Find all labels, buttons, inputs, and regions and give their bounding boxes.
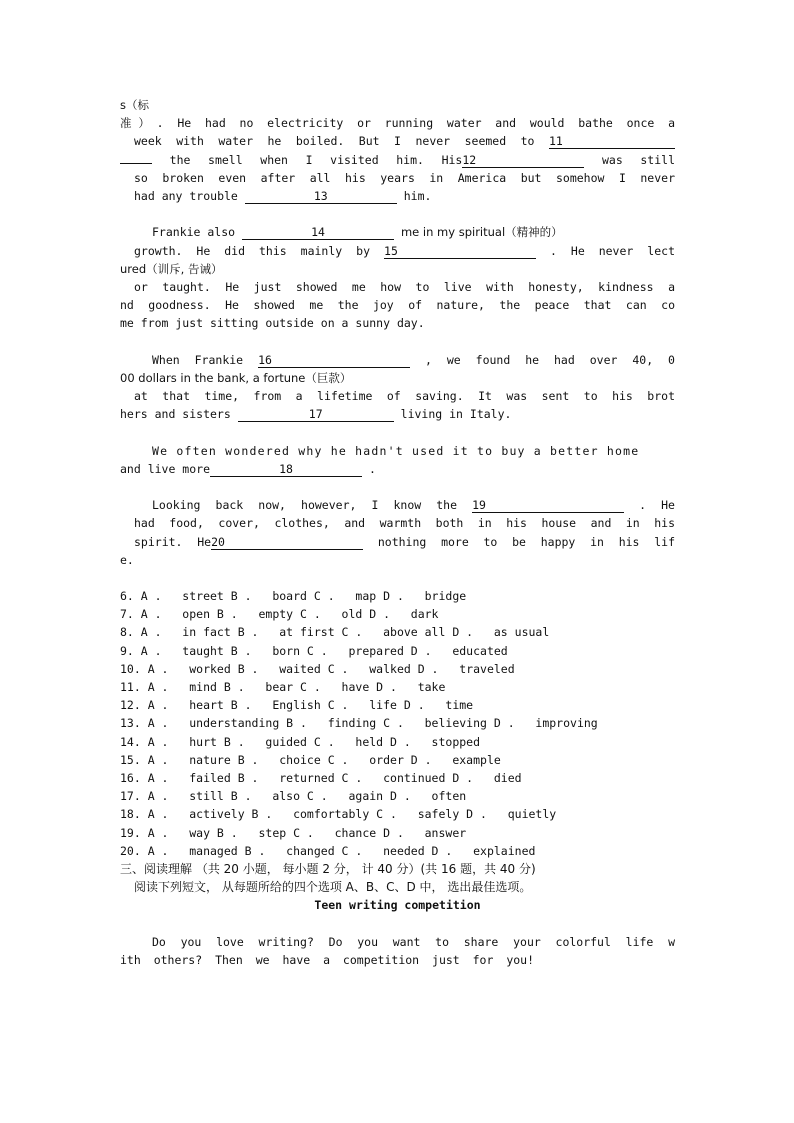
text-line: had any trouble 13 him. (134, 188, 432, 203)
section-instruction: 阅读下列短文， 从每题所给的四个选项 A、B、C、D 中， 选出最佳选项。 (134, 880, 532, 895)
text-line: so broken even after all his years in America but somehow I never (134, 170, 675, 185)
option-row: 17. A . still B . also C . again D . often (120, 789, 467, 804)
option-row: 16. A . failed B . returned C . continued D . died (120, 770, 522, 785)
blank-14: 14 (242, 226, 394, 240)
option-row: 14. A . hurt B . guided C . held D . stopped (120, 734, 481, 749)
text-line: at that time, from a lifetime of saving. It was sent to his brot (134, 389, 675, 403)
text-line: Looking back now, however, I know the 19 . He (152, 498, 675, 513)
document-page (120, 96, 675, 969)
text-line: hers and sisters 17 living in Italy. (120, 407, 512, 422)
text-line: ith others? Then we have a competition just for you! (120, 952, 535, 967)
text-line: growth. He did this mainly by 15 . He never lect (134, 243, 675, 258)
option-row: 20. A . managed B . changed C . needed D . explained (120, 843, 536, 858)
text-line: me from just sitting outside on a sunny day. (120, 316, 425, 331)
option-row: 13. A . understanding B . finding C . believing D . improving (120, 716, 598, 731)
blank-13: 13 (245, 190, 397, 204)
option-row: 9. A . taught B . born C . prepared D . educated (120, 643, 508, 658)
section-heading: 三、阅读理解 （共 20 小题， 每小题 2 分， 计 40 分）(共 16 题，共 40 分) (120, 861, 536, 876)
text-line: the smell when I visited him. His12 was still (120, 151, 675, 169)
option-row: 8. A . in fact B . at first C . above all D . as usual (120, 625, 550, 640)
blank-12: 12 (462, 154, 584, 168)
text-line: spirit. He20 nothing more to be happy in his lif (134, 534, 675, 549)
blank-19: 19 (472, 499, 624, 513)
option-row: 12. A . heart B . English C . life D . time (120, 698, 474, 713)
option-row: 19. A . way B . step C . chance D . answer (120, 825, 467, 840)
text-line: e. (120, 552, 134, 567)
option-row: 6. A . street B . board C . map D . bridge (120, 589, 467, 604)
option-row: 10. A . worked B . waited C . walked D . traveled (120, 661, 515, 676)
blank-17: 17 (238, 408, 394, 422)
text-line: When Frankie 16 , we found he had over 40, 0 (152, 352, 675, 367)
passage-paragraph-2 (120, 223, 675, 332)
passage-paragraph-4 (120, 442, 675, 478)
text-line: Frankie also 14 me in my spiritual（精神的） (152, 225, 563, 240)
text-line: We often wondered why he hadn't used it to buy a better home (152, 443, 640, 458)
option-row: 18. A . actively B . comfortably C . safely D . quietly (120, 807, 557, 822)
answer-options (120, 587, 675, 860)
text-line: or taught. He just showed me how to live with honesty, kindness a (134, 279, 675, 294)
text-line: had food, cover, clothes, and warmth both in his house and in his (134, 516, 675, 531)
blank-16: 16 (258, 354, 410, 368)
option-row: 7. A . open B . empty C . old D . dark (120, 607, 439, 622)
blank-11-continued (120, 163, 152, 164)
passage-paragraph-1 (120, 96, 675, 205)
text-line: nd goodness. He showed me the joy of nature, the peace that can co (120, 298, 675, 313)
text-line: Do you love writing? Do you want to share your colorful life w (152, 934, 675, 949)
blank-18: 18 (210, 463, 362, 477)
passage-paragraph-5 (120, 496, 675, 569)
text-line: ured（训斥, 告诫） (120, 261, 223, 276)
text-line: s（标 (120, 98, 149, 112)
blank-11: 11 (549, 135, 675, 149)
option-row: 15. A . nature B . choice C . order D . example (120, 752, 501, 767)
blank-20: 20 (211, 536, 363, 550)
text-line: 准）. He had no electricity or running water and would bathe once a (120, 116, 675, 131)
reading-paragraph-1 (120, 933, 675, 969)
blank-15: 15 (384, 245, 536, 259)
text-line: and live more 18 . (120, 461, 376, 476)
option-row: 11. A . mind B . bear C . have D . take (120, 680, 446, 694)
reading-title: Teen writing competition (314, 898, 481, 913)
text-line: 00 dollars in the bank, a fortune（巨款） (120, 370, 352, 385)
passage-paragraph-3 (120, 351, 675, 424)
text-line: week with water he boiled. But I never seemed to 11 (120, 132, 675, 150)
